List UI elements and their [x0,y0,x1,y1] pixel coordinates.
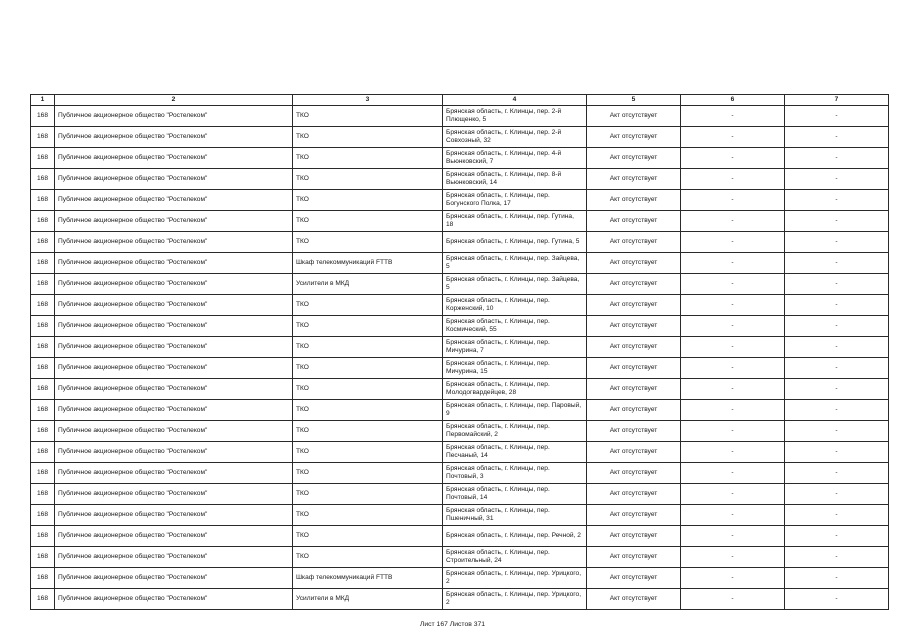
table-row [31,337,889,358]
column-7-cell: - [785,316,889,337]
table-row [31,190,889,211]
address-cell: Брянская область, г. Клинцы, пер. Речной, 2 [443,526,587,547]
owner-cell: Публичное акционерное общество "Ростелеком" [55,253,293,274]
column-6-cell: - [681,505,785,526]
table-row [31,211,889,232]
column-7-cell: - [785,295,889,316]
address-cell: Брянская область, г. Клинцы, пер. Мичурина, 15 [443,358,587,379]
object-type-cell: Усилители в МКД [293,589,443,610]
row-number-cell: 168 [31,190,55,211]
table-row [31,421,889,442]
owner-cell: Публичное акционерное общество "Ростелеком" [55,589,293,610]
owner-cell: Публичное акционерное общество "Ростелеком" [55,526,293,547]
address-cell: Брянская область, г. Клинцы, пер. Песчаный, 14 [443,442,587,463]
address-cell: Брянская область, г. Клинцы, пер. 4-й Вьюнковский, 7 [443,148,587,169]
act-status-cell: Акт отсутствует [587,253,681,274]
object-type-cell: ТКО [293,379,443,400]
column-6-cell: - [681,568,785,589]
column-header: 2 [55,95,293,106]
row-number-cell: 168 [31,232,55,253]
row-number-cell: 168 [31,547,55,568]
owner-cell: Публичное акционерное общество "Ростелеком" [55,421,293,442]
column-7-cell: - [785,106,889,127]
column-6-cell: - [681,442,785,463]
row-number-cell: 168 [31,253,55,274]
table-row [31,400,889,421]
owner-cell: Публичное акционерное общество "Ростелеком" [55,169,293,190]
object-type-cell: Шкаф телекоммуникаций FTTB [293,253,443,274]
column-6-cell: - [681,421,785,442]
row-number-cell: 168 [31,127,55,148]
address-cell: Брянская область, г. Клинцы, пер. Зайцева, 5 [443,253,587,274]
act-status-cell: Акт отсутствует [587,547,681,568]
act-status-cell: Акт отсутствует [587,505,681,526]
owner-cell: Публичное акционерное общество "Ростелеком" [55,106,293,127]
owner-cell: Публичное акционерное общество "Ростелеком" [55,484,293,505]
object-type-cell: ТКО [293,127,443,148]
row-number-cell: 168 [31,106,55,127]
column-6-cell: - [681,274,785,295]
address-cell: Брянская область, г. Клинцы, пер. 2-й Плющенко, 5 [443,106,587,127]
row-number-cell: 168 [31,400,55,421]
act-status-cell: Акт отсутствует [587,589,681,610]
column-6-cell: - [681,358,785,379]
object-type-cell: ТКО [293,190,443,211]
column-6-cell: - [681,379,785,400]
row-number-cell: 168 [31,526,55,547]
object-type-cell: ТКО [293,232,443,253]
column-header: 6 [681,95,785,106]
column-7-cell: - [785,253,889,274]
object-type-cell: ТКО [293,337,443,358]
object-type-cell: ТКО [293,400,443,421]
column-7-cell: - [785,589,889,610]
table-row [31,169,889,190]
column-6-cell: - [681,232,785,253]
act-status-cell: Акт отсутствует [587,379,681,400]
row-number-cell: 168 [31,148,55,169]
act-status-cell: Акт отсутствует [587,337,681,358]
row-number-cell: 168 [31,421,55,442]
column-6-cell: - [681,106,785,127]
address-cell: Брянская область, г. Клинцы, пер. Гутина, 5 [443,232,587,253]
act-status-cell: Акт отсутствует [587,211,681,232]
column-6-cell: - [681,547,785,568]
address-cell: Брянская область, г. Клинцы, пер. Пшеничный, 31 [443,505,587,526]
object-type-cell: ТКО [293,106,443,127]
address-cell: Брянская область, г. Клинцы, пер. Первомайский, 2 [443,421,587,442]
column-6-cell: - [681,211,785,232]
column-6-cell: - [681,589,785,610]
column-6-cell: - [681,295,785,316]
owner-cell: Публичное акционерное общество "Ростелеком" [55,127,293,148]
column-7-cell: - [785,463,889,484]
address-cell: Брянская область, г. Клинцы, пер. Зайцева, 5 [443,274,587,295]
table-row [31,232,889,253]
object-type-cell: ТКО [293,484,443,505]
table-row [31,253,889,274]
address-cell: Брянская область, г. Клинцы, пер. Богунского Полка, 17 [443,190,587,211]
table-row [31,484,889,505]
column-6-cell: - [681,127,785,148]
column-7-cell: - [785,190,889,211]
object-type-cell: ТКО [293,316,443,337]
column-6-cell: - [681,169,785,190]
column-6-cell: - [681,148,785,169]
table-row [31,442,889,463]
row-number-cell: 168 [31,379,55,400]
owner-cell: Публичное акционерное общество "Ростелеком" [55,568,293,589]
column-7-cell: - [785,274,889,295]
column-6-cell: - [681,316,785,337]
column-header: 3 [293,95,443,106]
address-cell: Брянская область, г. Клинцы, пер. 8-й Вьюнковский, 14 [443,169,587,190]
act-status-cell: Акт отсутствует [587,316,681,337]
address-cell: Брянская область, г. Клинцы, пер. Строительный, 24 [443,547,587,568]
address-cell: Брянская область, г. Клинцы, пер. Космический, 55 [443,316,587,337]
page-number-label: Лист 167 Листов 371 [419,621,486,628]
row-number-cell: 168 [31,211,55,232]
column-6-cell: - [681,337,785,358]
column-header: 1 [31,95,55,106]
owner-cell: Публичное акционерное общество "Ростелеком" [55,547,293,568]
address-cell: Брянская область, г. Клинцы, пер. Молодогвардейцев, 28 [443,379,587,400]
table-row [31,274,889,295]
row-number-cell: 168 [31,337,55,358]
object-type-cell: ТКО [293,421,443,442]
document-sheet [30,94,888,610]
table-row [31,526,889,547]
object-type-cell: ТКО [293,148,443,169]
act-status-cell: Акт отсутствует [587,274,681,295]
row-number-cell: 168 [31,295,55,316]
address-cell: Брянская область, г. Клинцы, пер. Гутина, 18 [443,211,587,232]
table-row [31,589,889,610]
owner-cell: Публичное акционерное общество "Ростелеком" [55,211,293,232]
row-number-cell: 168 [31,442,55,463]
object-type-cell: ТКО [293,358,443,379]
table-row [31,148,889,169]
column-header: 5 [587,95,681,106]
row-number-cell: 168 [31,568,55,589]
column-header: 7 [785,95,889,106]
address-cell: Брянская область, г. Клинцы, пер. Паровый, 9 [443,400,587,421]
row-number-cell: 168 [31,274,55,295]
act-status-cell: Акт отсутствует [587,463,681,484]
column-7-cell: - [785,421,889,442]
table-row [31,505,889,526]
owner-cell: Публичное акционерное общество "Ростелеком" [55,442,293,463]
column-7-cell: - [785,379,889,400]
column-7-cell: - [785,232,889,253]
column-6-cell: - [681,190,785,211]
act-status-cell: Акт отсутствует [587,127,681,148]
owner-cell: Публичное акционерное общество "Ростелеком" [55,232,293,253]
column-7-cell: - [785,400,889,421]
column-header: 4 [443,95,587,106]
owner-cell: Публичное акционерное общество "Ростелеком" [55,400,293,421]
object-type-cell: ТКО [293,547,443,568]
column-6-cell: - [681,253,785,274]
owner-cell: Публичное акционерное общество "Ростелеком" [55,463,293,484]
table-header-row [31,95,889,106]
register-table [30,94,889,610]
object-type-cell: Усилители в МКД [293,274,443,295]
owner-cell: Публичное акционерное общество "Ростелеком" [55,337,293,358]
table-row [31,547,889,568]
address-cell: Брянская область, г. Клинцы, пер. Урицкого, 2 [443,568,587,589]
column-7-cell: - [785,169,889,190]
column-7-cell: - [785,127,889,148]
object-type-cell: ТКО [293,442,443,463]
object-type-cell: ТКО [293,463,443,484]
act-status-cell: Акт отсутствует [587,190,681,211]
object-type-cell: ТКО [293,526,443,547]
column-6-cell: - [681,526,785,547]
act-status-cell: Акт отсутствует [587,484,681,505]
row-number-cell: 168 [31,505,55,526]
row-number-cell: 168 [31,463,55,484]
row-number-cell: 168 [31,316,55,337]
owner-cell: Публичное акционерное общество "Ростелеком" [55,379,293,400]
column-6-cell: - [681,463,785,484]
column-7-cell: - [785,148,889,169]
owner-cell: Публичное акционерное общество "Ростелеком" [55,505,293,526]
act-status-cell: Акт отсутствует [587,400,681,421]
owner-cell: Публичное акционерное общество "Ростелеком" [55,358,293,379]
column-7-cell: - [785,442,889,463]
table-row [31,295,889,316]
object-type-cell: Шкаф телекоммуникаций FTTB [293,568,443,589]
row-number-cell: 168 [31,358,55,379]
table-row [31,358,889,379]
act-status-cell: Акт отсутствует [587,526,681,547]
column-6-cell: - [681,484,785,505]
address-cell: Брянская область, г. Клинцы, пер. 2-й Совхозный, 32 [443,127,587,148]
column-7-cell: - [785,505,889,526]
table-row [31,127,889,148]
act-status-cell: Акт отсутствует [587,106,681,127]
act-status-cell: Акт отсутствует [587,169,681,190]
column-6-cell: - [681,400,785,421]
column-7-cell: - [785,211,889,232]
owner-cell: Публичное акционерное общество "Ростелеком" [55,316,293,337]
row-number-cell: 168 [31,484,55,505]
object-type-cell: ТКО [293,211,443,232]
owner-cell: Публичное акционерное общество "Ростелеком" [55,295,293,316]
table-row [31,379,889,400]
act-status-cell: Акт отсутствует [587,358,681,379]
column-7-cell: - [785,484,889,505]
row-number-cell: 168 [31,589,55,610]
page-footer [0,621,905,628]
act-status-cell: Акт отсутствует [587,421,681,442]
address-cell: Брянская область, г. Клинцы, пер. Урицкого, 2 [443,589,587,610]
object-type-cell: ТКО [293,169,443,190]
column-7-cell: - [785,568,889,589]
column-7-cell: - [785,526,889,547]
table-row [31,568,889,589]
owner-cell: Публичное акционерное общество "Ростелеком" [55,148,293,169]
act-status-cell: Акт отсутствует [587,232,681,253]
address-cell: Брянская область, г. Клинцы, пер. Мичурина, 7 [443,337,587,358]
table-row [31,316,889,337]
owner-cell: Публичное акционерное общество "Ростелеком" [55,190,293,211]
table-body [31,106,889,610]
address-cell: Брянская область, г. Клинцы, пер. Почтовый, 14 [443,484,587,505]
row-number-cell: 168 [31,169,55,190]
act-status-cell: Акт отсутствует [587,148,681,169]
act-status-cell: Акт отсутствует [587,568,681,589]
table-row [31,463,889,484]
act-status-cell: Акт отсутствует [587,295,681,316]
act-status-cell: Акт отсутствует [587,442,681,463]
object-type-cell: ТКО [293,505,443,526]
table-row [31,106,889,127]
object-type-cell: ТКО [293,295,443,316]
column-7-cell: - [785,337,889,358]
column-7-cell: - [785,358,889,379]
address-cell: Брянская область, г. Клинцы, пер. Корженский, 10 [443,295,587,316]
address-cell: Брянская область, г. Клинцы, пер. Почтовый, 3 [443,463,587,484]
column-7-cell: - [785,547,889,568]
owner-cell: Публичное акционерное общество "Ростелеком" [55,274,293,295]
